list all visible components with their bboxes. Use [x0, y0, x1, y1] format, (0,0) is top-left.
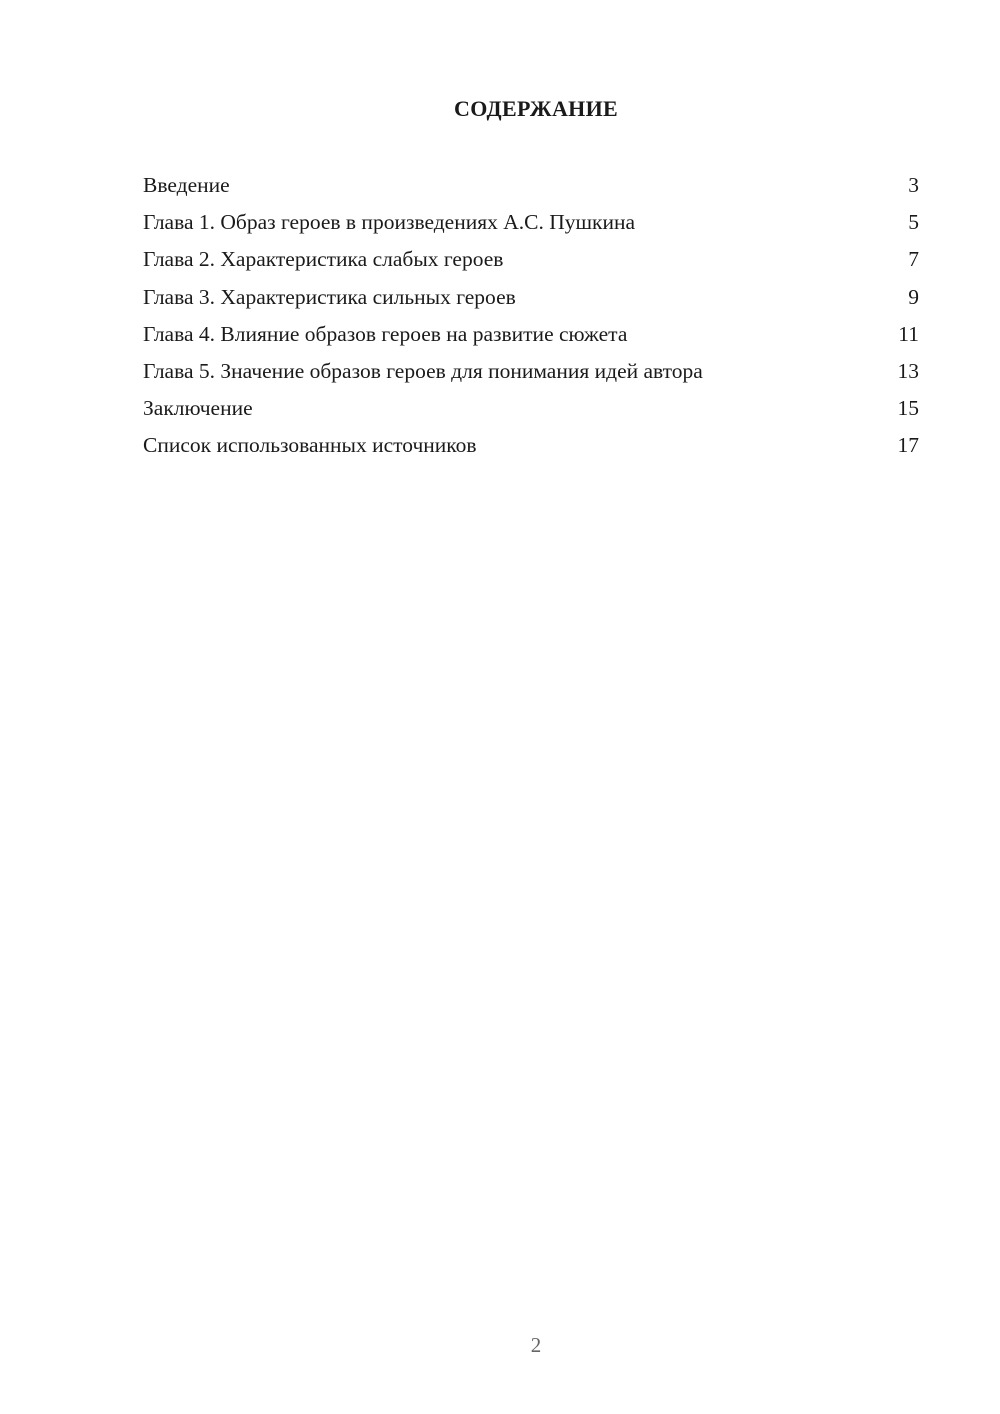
toc-entry-introduction[interactable] [143, 170, 919, 207]
table-of-contents [143, 170, 919, 468]
toc-entry-page: 5 [908, 210, 919, 235]
toc-entry-chapter-5[interactable] [143, 356, 919, 393]
toc-entry-label: Глава 4. Влияние образов героев на развитие сюжета [143, 321, 628, 346]
toc-entry-label: Глава 1. Образ героев в произведениях А.С. Пушкина [143, 210, 636, 235]
page-number: 2 [530, 1333, 542, 1357]
toc-entry-page: 13 [897, 358, 919, 383]
toc-heading: СОДЕРЖАНИЕ [454, 96, 618, 121]
toc-entry-label: Список использованных источников [143, 433, 477, 458]
toc-entry-page: 7 [908, 247, 919, 272]
toc-entry-label: Введение [143, 173, 230, 197]
toc-entry-label: Глава 2. Характеристика слабых героев [143, 247, 504, 272]
toc-entry-chapter-1[interactable] [143, 207, 919, 244]
toc-entry-page: 15 [897, 396, 919, 421]
toc-entry-conclusion[interactable] [143, 393, 919, 430]
toc-entry-page: 3 [908, 173, 919, 197]
toc-entry-label: Глава 3. Характеристика сильных героев [143, 284, 516, 309]
toc-entry-page: 11 [898, 321, 919, 346]
toc-entry-references[interactable] [143, 430, 919, 467]
toc-entry-chapter-3[interactable] [143, 282, 919, 319]
page-title [0, 96, 1000, 122]
toc-entry-page: 17 [897, 433, 919, 458]
toc-entry-label: Заключение [143, 396, 253, 421]
toc-entry-chapter-4[interactable] [143, 319, 919, 356]
toc-entry-label: Глава 5. Значение образов героев для понимания идей автора [143, 358, 703, 383]
toc-entry-chapter-2[interactable] [143, 244, 919, 281]
toc-entry-page: 9 [908, 284, 919, 309]
